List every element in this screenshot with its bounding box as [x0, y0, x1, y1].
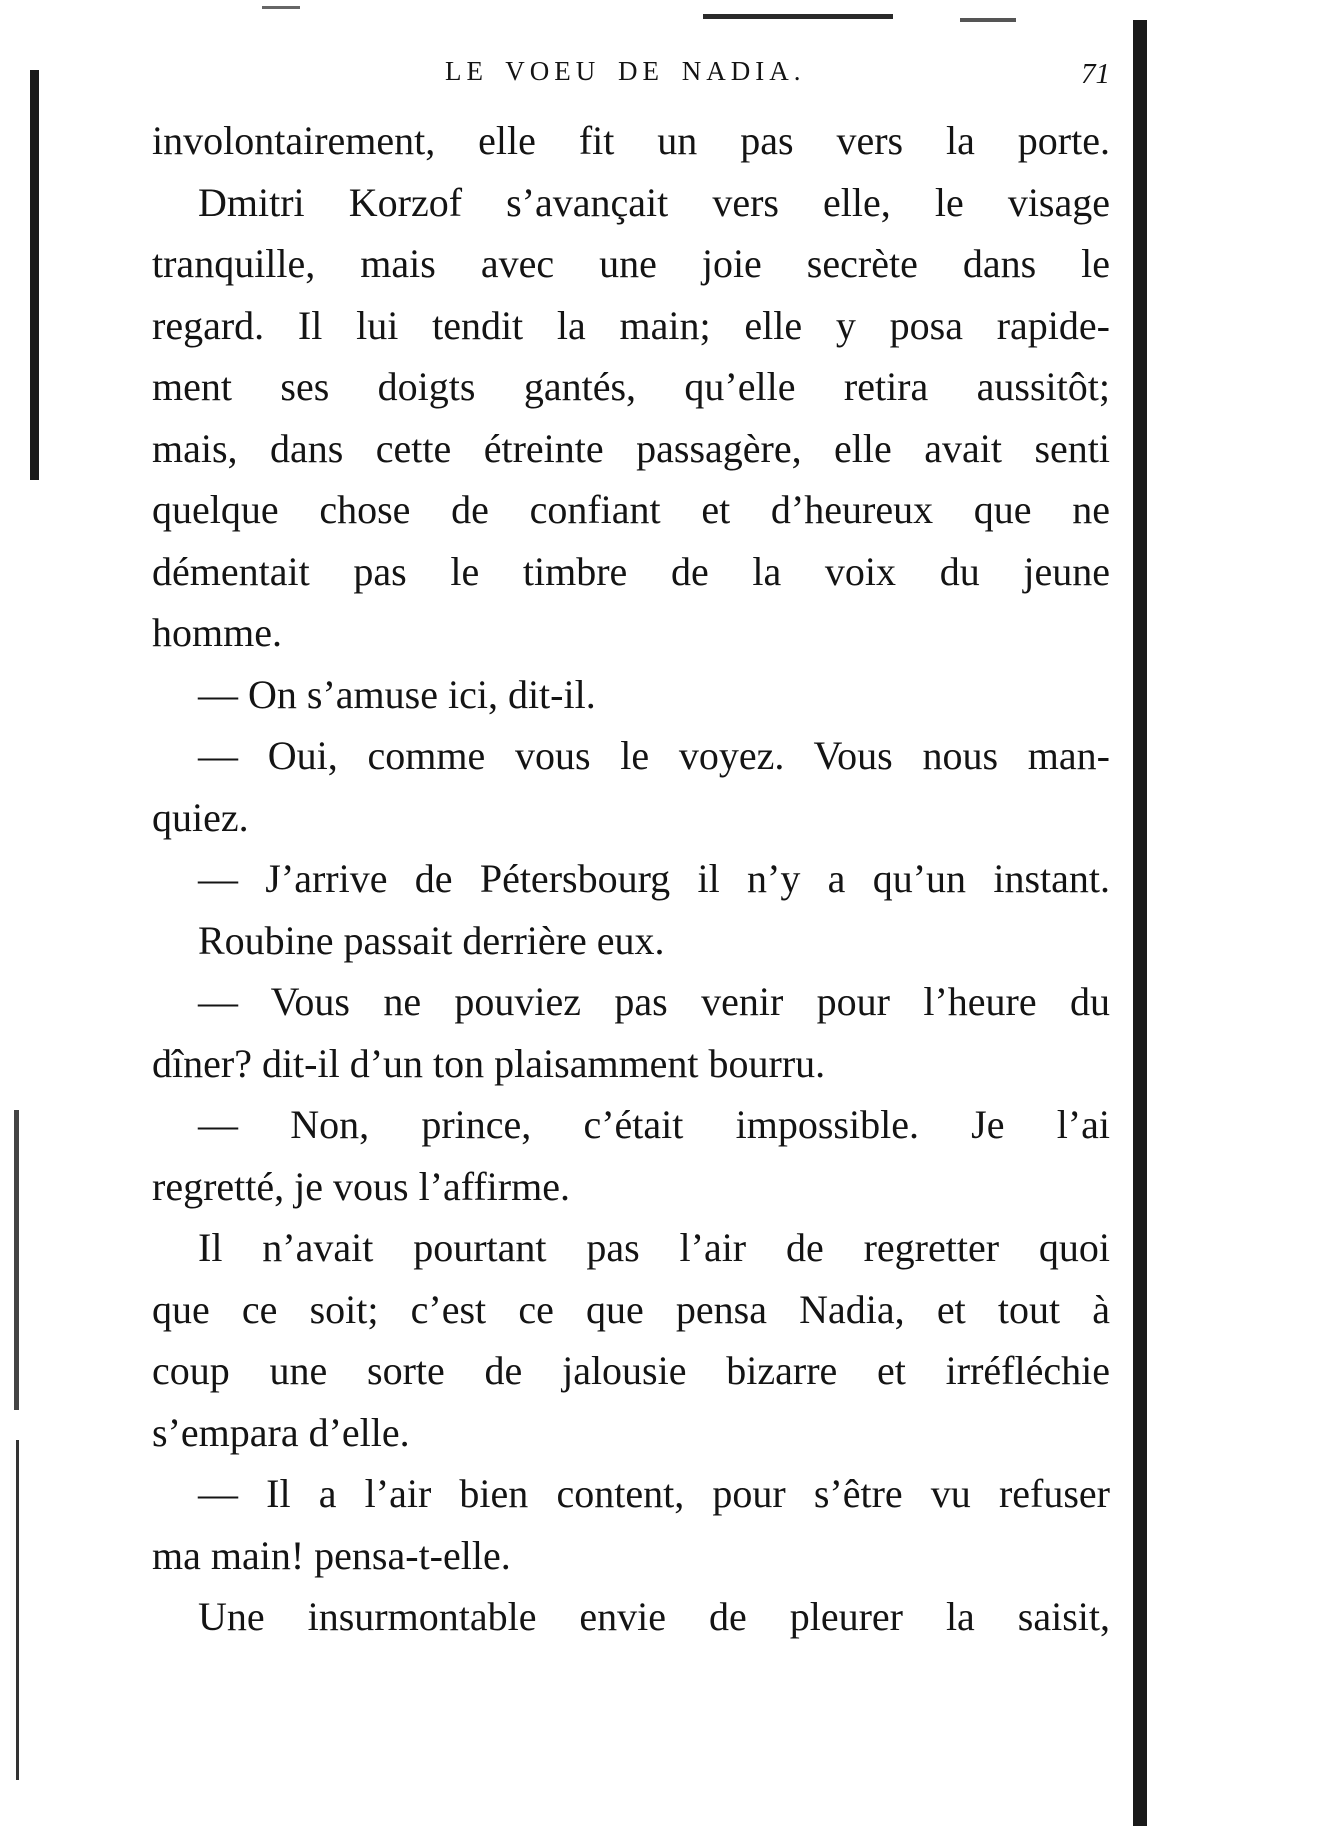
text-line: quiez. — [152, 794, 249, 840]
running-title: LE VOEU DE NADIA. — [445, 56, 806, 86]
text-line: que ce soit; c’est ce que pensa Nadia, et tout à — [152, 1286, 1110, 1332]
body-text — [152, 110, 1110, 1648]
page-number: 71 — [1081, 58, 1110, 90]
text-line: coup une sorte de jalousie bizarre et irréfléchie — [152, 1348, 1110, 1393]
text-line: ma main! pensa-t-elle. — [152, 1532, 511, 1578]
text-line: — Non, prince, c’était impossible. Je l’ai — [198, 1102, 1110, 1147]
text-line: Dmitri Korzof s’avançait vers elle, le visage — [198, 179, 1110, 225]
text-line: — On s’amuse ici, dit-il. — [198, 671, 596, 717]
text-line: regard. Il lui tendit la main; elle y posa rapide- — [152, 302, 1110, 348]
text-line: regretté, je vous l’affirme. — [152, 1163, 570, 1209]
text-line: — Oui, comme vous le voyez. Vous nous man- — [198, 733, 1110, 778]
text-line: démentait pas le timbre de la voix du jeune — [152, 548, 1110, 594]
text-line: s’empara d’elle. — [152, 1409, 410, 1455]
text-line: homme. — [152, 610, 282, 655]
text-line: — Vous ne pouviez pas venir pour l’heure du — [198, 979, 1110, 1024]
text-line: Une insurmontable envie de pleurer la saisit, — [198, 1594, 1110, 1639]
text-line: — J’arrive de Pétersbourg il n’y a qu’un instant. — [198, 856, 1110, 901]
text-line: dîner? dit-il d’un ton plaisamment bourru. — [152, 1040, 826, 1086]
text-line: ment ses doigts gantés, qu’elle retira aussitôt; — [152, 364, 1110, 409]
text-line: quelque chose de confiant et d’heureux que ne — [152, 487, 1110, 532]
text-line: — Il a l’air bien content, pour s’être vu refuser — [198, 1471, 1110, 1516]
text-line: Roubine passait derrière eux. — [198, 917, 665, 963]
text-line: Il n’avait pourtant pas l’air de regretter quoi — [198, 1225, 1110, 1270]
text-line: involontairement, elle fit un pas vers la porte. — [152, 118, 1110, 163]
text-line: mais, dans cette étreinte passagère, elle avait senti — [152, 425, 1110, 471]
running-head — [150, 56, 1110, 96]
text-line: tranquille, mais avec une joie secrète dans le — [152, 241, 1110, 286]
